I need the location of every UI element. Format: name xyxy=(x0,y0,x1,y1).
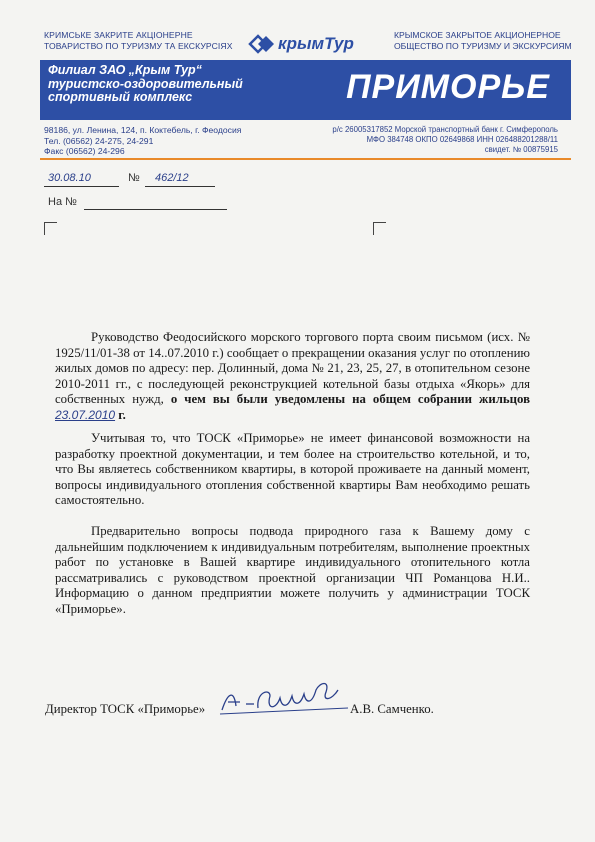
header-ru-line: КРЫМСКОЕ ЗАКРЫТОЕ АКЦИОНЕРНОЕ xyxy=(394,30,561,40)
company-logo xyxy=(248,30,368,58)
corner-mark-right xyxy=(373,222,386,235)
branch-name xyxy=(48,64,243,105)
reply-label: На № xyxy=(48,196,77,208)
reply-underline xyxy=(84,209,227,210)
header-company-ru xyxy=(394,30,572,52)
brand-title: ПРИМОРЬЕ xyxy=(346,68,550,106)
bank-details xyxy=(306,125,558,155)
fax-line: Факс (06562) 24-296 xyxy=(44,146,125,156)
number-label: № xyxy=(128,172,140,184)
header-company-ua xyxy=(44,30,233,52)
header-ua-line: КРИМСЬКЕ ЗАКРИТЕ АКЦІОНЕРНЕ xyxy=(44,30,193,40)
date-underline xyxy=(44,186,119,187)
bank-line: р/с 26005317852 Морской транспортный банк г. Симферополь xyxy=(332,125,558,134)
paragraph-2: Учитывая то, что ТОСК «Приморье» не имеет финансовой возможности на разработку проектной документации, и тем более на строительство котельной, и то, что Вы являетесь собственником квартиры, в которой проживаете на данный момент, вопросы индивидуального отопления собственной квартиры Вам необходимо решать самостоятельно. xyxy=(55,431,530,508)
header-ru-line: ОБЩЕСТВО ПО ТУРИЗМУ И ЭКСКУРСИЯМ xyxy=(394,41,572,51)
paragraph-3: Предварительно вопросы подвода природного газа к Вашему дому с дальнейшим подключением к индивидуальным потребителям, выполнение проектных работ по установке в Вашей квартире индивидуального отопительного котла рассматривались с руководством проектной организации ЧП Романцова Н.И.. Информацию о данном предприятии можете получить у администрации ТОСК «Приморье». xyxy=(55,524,530,616)
bank-line: свидет. № 00875915 xyxy=(484,145,558,154)
branch-line: Филиал ЗАО „Крым Тур“ xyxy=(48,63,202,77)
branch-line: туристско-оздоровительный xyxy=(48,76,243,91)
address-line: 98186, ул. Ленина, 124, п. Коктебель, г. Феодосия xyxy=(44,125,242,135)
handwritten-signature xyxy=(218,672,353,722)
address-block xyxy=(44,125,241,157)
letter-date: 30.08.10 xyxy=(48,172,91,184)
letter-number: 462/12 xyxy=(155,172,189,184)
number-underline xyxy=(145,186,215,187)
phone-line: Тел. (06562) 24-275, 24-291 xyxy=(44,135,154,146)
paragraph-1-text: Руководство Феодосийского морского торгового порта своим письмом (исх. № 1925/11/01-38 от 14..07.2010 г.) сообщает о прекращении оказания услуг по отоплению жилых домов по адресу: пер. Долинный, дома № 21, 23, 25, 27, в отопительном сезоне 2010-2011 гг., с последующей реконструкцией котельной базы отдыха «Якорь» для собственных нужд, xyxy=(55,330,530,407)
branch-line: спортивный комплекс xyxy=(48,90,193,104)
year-suffix: г. xyxy=(118,407,126,422)
paragraph-1 xyxy=(55,330,530,424)
bank-line: МФО 384748 ОКПО 02649868 ИНН 026488201288/11 xyxy=(366,135,558,144)
signatory-name: А.В. Самченко. xyxy=(350,702,434,716)
meeting-date: 23.07.2010 xyxy=(55,407,116,422)
signatory-title: Директор ТОСК «Приморье» xyxy=(45,702,206,716)
header-ua-line: ТОВАРИСТВО ПО ТУРИЗМУ ТА ЕКСКУРСІЯХ xyxy=(44,41,233,51)
corner-mark-left xyxy=(44,222,57,235)
logo-text: крымТур xyxy=(278,34,354,53)
notice-bold: о чем вы были уведомлены на общем собрании жильцов xyxy=(170,392,531,407)
accent-divider xyxy=(40,158,571,160)
